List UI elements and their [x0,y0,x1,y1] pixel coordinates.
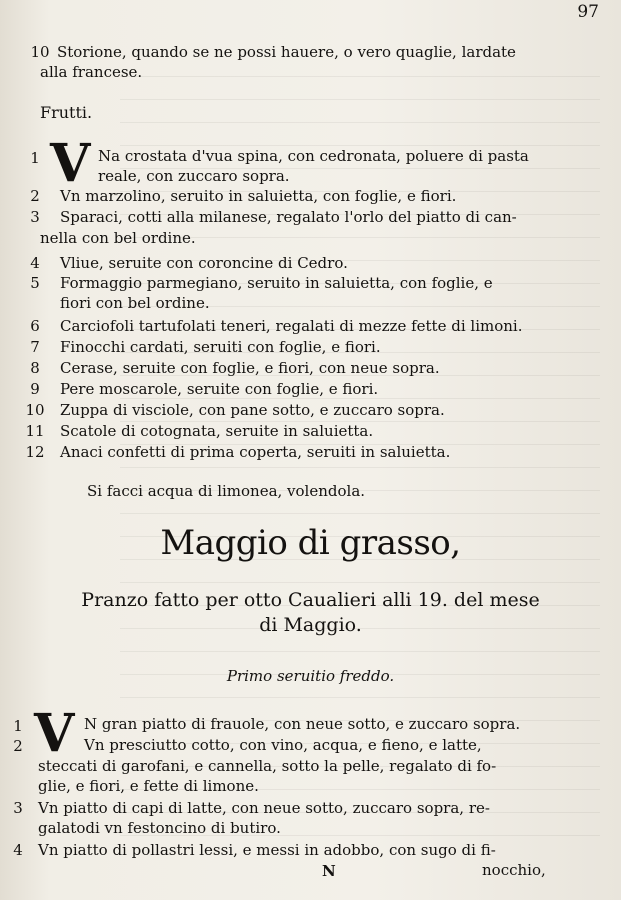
frutti-item-8-number: 8 [30,359,40,377]
course-item-1-line-1: N gran piatto di frauole, con neue sotto, e zuccaro sopra. [84,715,521,733]
frutti-item-3-line-1: Sparaci, cotti alla milanese, regalato l'orlo del piatto di can- [60,208,517,226]
section-subtitle-line-2: di Maggio. [259,614,362,636]
frutti-item-5-number: 5 [30,274,40,292]
carryover-line-1: Storione, quando se ne possi hauere, o vero quaglie, lardate [57,43,516,61]
frutti-item-5-line-2: fiori con bel ordine. [60,294,210,312]
frutti-item-6-number: 6 [30,317,40,335]
course-item-2-line-1: Vn presciutto cotto, con vino, acqua, e fieno, e latte, [84,736,482,754]
carryover-line-2: alla francese. [40,63,143,81]
frutti-item-4-number: 4 [30,254,40,272]
frutti-item-11-number: 11 [25,422,45,440]
frutti-item-7-number: 7 [30,338,40,356]
course-item-3-line-1: Vn piatto di capi di latte, con neue sotto, zuccaro sopra, re- [38,799,490,817]
course-dropcap: V [34,703,75,764]
frutti-item-9-line-1: Pere moscarole, seruite con foglie, e fiori. [60,380,379,398]
page-number: 97 [577,2,599,22]
course-item-3-line-2: galatodi vn festoncino di butiro. [38,819,281,837]
frutti-item-1-line-1: Na crostata d'vua spina, con cedronata, poluere di pasta [98,147,529,165]
frutti-item-9-number: 9 [30,380,40,398]
frutti-item-12-line-1: Anaci confetti di prima coperta, seruiti in saluietta. [60,443,451,461]
frutti-item-10-number: 10 [25,401,45,419]
frutti-item-1-line-2: reale, con zuccaro sopra. [98,167,290,185]
course-item-4-line-2: nocchio, [482,861,546,879]
carryover-number: 10 [30,43,50,61]
signature-mark: N [322,862,336,880]
frutti-item-8-line-1: Cerase, seruite con foglie, e fiori, con neue sopra. [60,359,440,377]
section-subtitle-line-1: Pranzo fatto per otto Caualieri alli 19. del mese [81,589,540,611]
frutti-item-2-number: 2 [30,187,40,205]
frutti-dropcap: V [50,133,91,194]
frutti-heading: Frutti. [40,103,93,122]
course-item-2-line-3: glie, e fiori, e fette di limone. [38,777,259,795]
frutti-item-6-line-1: Carciofoli tartufolati teneri, regalati di mezze fette di limoni. [60,317,523,335]
frutti-item-7-line-1: Finocchi cardati, seruiti con foglie, e fiori. [60,338,381,356]
course-item-4-line-1: Vn piatto di pollastri lessi, e messi in adobbo, con sugo di fi- [38,841,496,859]
frutti-item-5-line-1: Formaggio parmegiano, seruito in saluietta, con foglie, e [60,274,493,292]
course-item-3-number: 3 [13,799,23,817]
course-item-4-number: 4 [13,841,23,859]
course-item-1-number: 1 [13,717,23,735]
course-heading: Primo seruitio freddo. [226,667,395,685]
frutti-item-10-line-1: Zuppa di visciole, con pane sotto, e zuccaro sopra. [60,401,445,419]
frutti-item-3-line-2: nella con bel ordine. [40,229,196,247]
frutti-item-1-number: 1 [30,149,40,167]
section-title: Maggio di grasso, [160,523,461,563]
course-item-2-number: 2 [13,737,23,755]
course-item-2-line-2: steccati di garofani, e cannella, sotto la pelle, regalato di fo- [38,757,497,775]
frutti-note: Si facci acqua di limonea, volendola. [87,482,366,500]
frutti-item-12-number: 12 [25,443,45,461]
frutti-item-4-line-1: Vliue, seruite con coroncine di Cedro. [60,254,348,272]
frutti-item-2-line-1: Vn marzolino, seruito in saluietta, con foglie, e fiori. [60,187,457,205]
frutti-item-3-number: 3 [30,208,40,226]
frutti-item-11-line-1: Scatole di cotognata, seruite in saluietta. [60,422,374,440]
